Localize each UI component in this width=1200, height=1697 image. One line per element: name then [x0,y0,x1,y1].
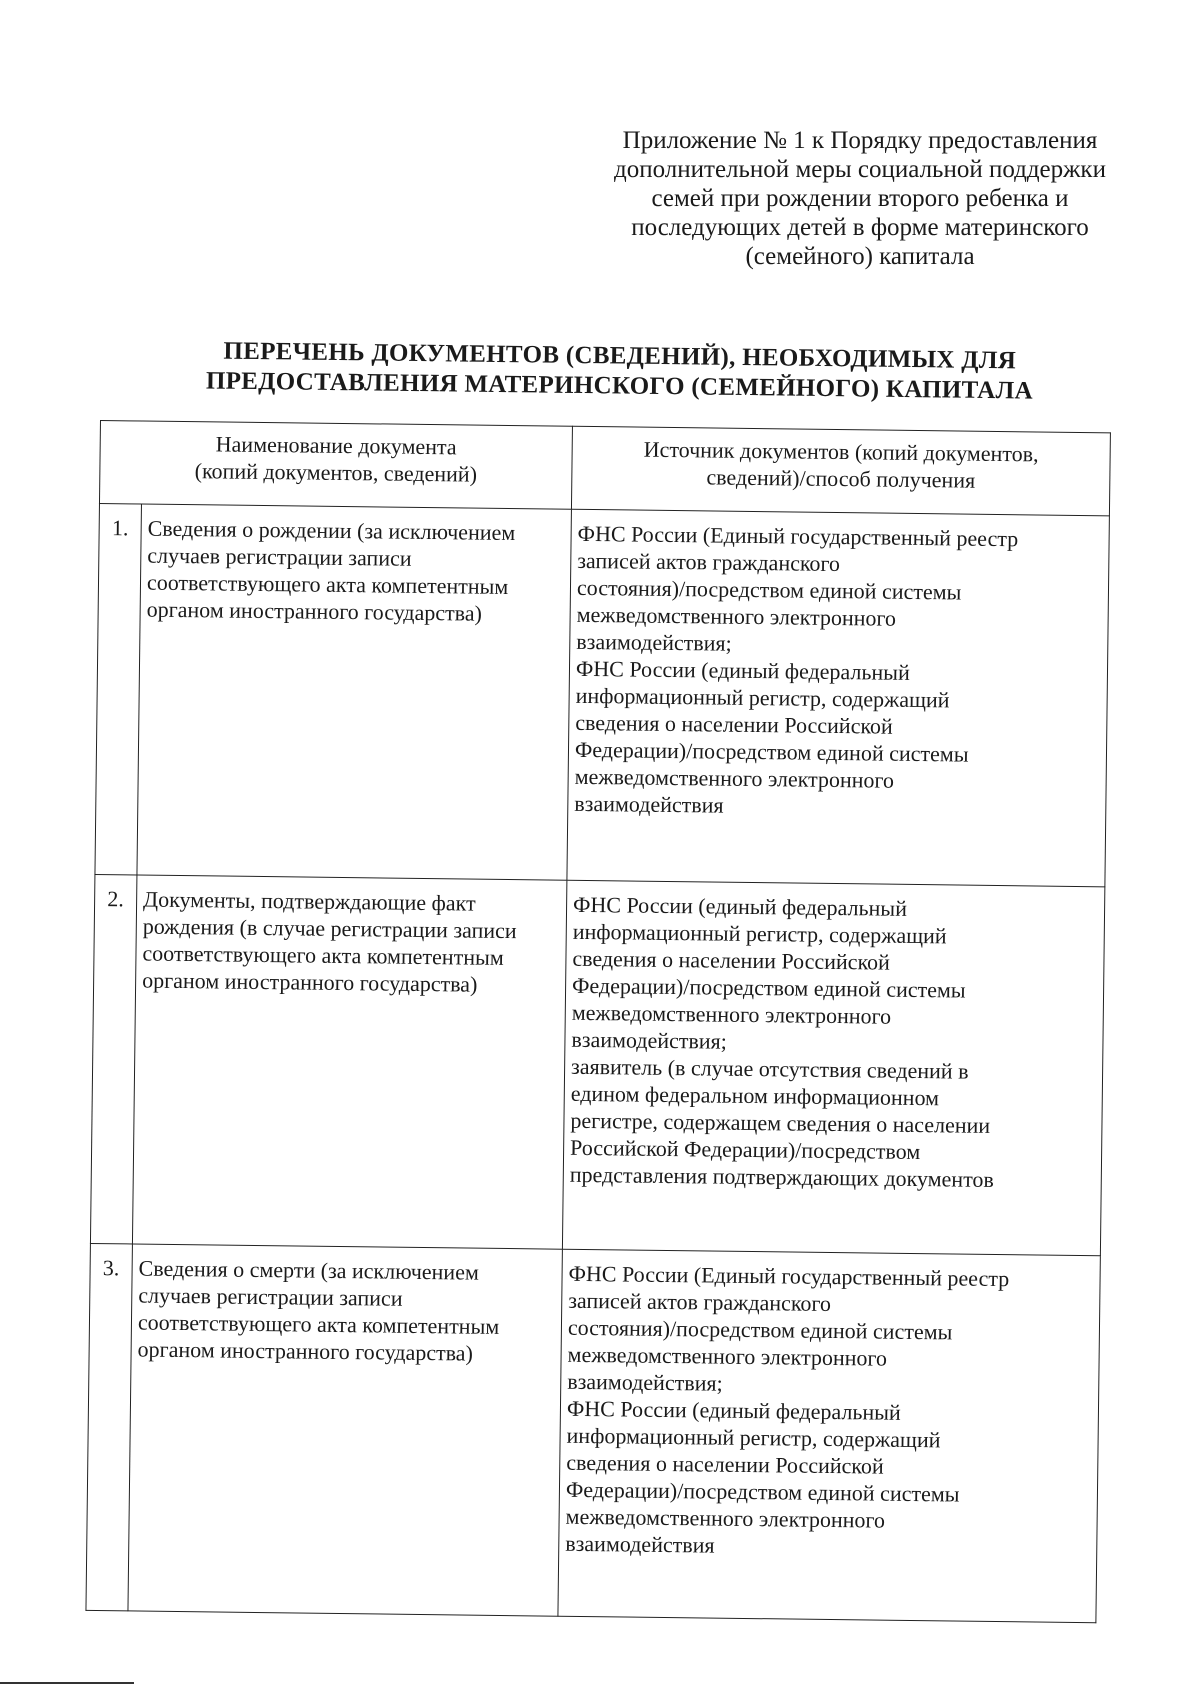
documents-table-wrap [85,420,1109,1623]
row-document-source [562,880,1104,1256]
text-line: взаимодействия; [571,1026,728,1054]
text-line: Федерации)/посредством единой системы [574,736,969,767]
text-line: ФНС России (Единый государственный реестр [568,1260,1010,1292]
text-line: рождения (в случае регистрации записи [142,913,517,944]
table-row [95,503,1109,886]
text-line: межведомственного электронного [571,999,892,1029]
row-document-name [128,1244,562,1616]
text-line: ФНС России (Единый государственный реестр [577,520,1019,552]
text-line: состояния)/посредством единой системы [576,574,962,605]
text-line: взаимодействия [574,790,724,818]
table-header-row [99,421,1110,516]
text-line: записей актов гражданского [568,1287,832,1316]
header-document-name [99,421,572,510]
appendix-line: семей при рождении второго ребенка и [651,185,1069,212]
text-line: соответствующего акта компетентным [146,569,509,599]
text-line: взаимодействия; [576,628,732,656]
appendix-note [590,126,1130,271]
table-row [86,1243,1100,1622]
text-line: информационный регистр, содержащий [566,1422,941,1453]
row-number: 1. [95,503,142,874]
text-line: взаимодействия [565,1530,715,1558]
appendix-line: дополнительной меры социальной поддержки [614,156,1106,183]
text-line: ФНС России (единый федеральный [566,1395,901,1425]
text-line: ФНС России (единый федеральный [575,655,910,685]
text-line: Сведения о смерти (за исключением [138,1255,480,1285]
text-line: записей актов гражданского [577,547,841,577]
appendix-line: (семейного) капитала [745,243,975,270]
text-line: информационный регистр, содержащий [572,918,947,949]
row-document-source [558,1249,1100,1623]
text-line: случаев регистрации записи [147,542,412,571]
text-line: сведения о населении Российской [575,709,893,739]
text-line: Российской Федерации)/посредством [569,1134,921,1165]
text-line: едином федеральном информационном [570,1080,940,1111]
text-line: Документы, подтверждающие факт [142,886,476,916]
appendix-line: Приложение № 1 к Порядку предоставления [622,127,1098,154]
row-number: 3. [86,1243,132,1610]
text-line: взаимодействия; [567,1368,723,1396]
text-line: Федерации)/посредством единой системы [565,1476,960,1507]
documents-table [85,420,1110,1623]
text-line: представления подтверждающих документов [569,1161,995,1192]
text-line: ФНС России (единый федеральный [572,891,908,921]
footnote-separator [0,1682,134,1684]
row-document-name [137,504,572,880]
text-line: соответствующего акта компетентным [142,940,504,970]
header-name-line: Наименование документа [215,431,457,460]
text-line: органом иностранного государства) [137,1336,474,1366]
row-number: 2. [90,874,137,1243]
table-row [90,874,1104,1255]
text-line: органом иностранного государства) [142,967,478,997]
text-line: межведомственного электронного [576,601,897,631]
document-title [169,336,1070,407]
header-source-line: Источник документов (копий документов, [643,436,1039,467]
text-line: сведения о населении Российской [566,1449,884,1479]
text-line: Сведения о рождении (за исключением [147,515,516,546]
title-line-1: ПЕРЕЧЕНЬ ДОКУМЕНТОВ (СВЕДЕНИЙ), НЕОБХОДИМЫХ ДЛЯ [223,337,1017,375]
text-line: регистре, содержащем сведения о населении [570,1107,991,1138]
text-line: межведомственного электронного [574,763,895,793]
row-document-source [567,509,1109,887]
text-line: сведения о населении Российской [572,945,891,975]
text-line: случаев регистрации записи [138,1282,403,1311]
text-line: Федерации)/посредством единой системы [571,972,966,1003]
text-line: заявитель (в случае отсутствия сведений в [570,1053,969,1084]
text-line: состояния)/посредством единой системы [567,1314,953,1345]
title-line-2: ПРЕДОСТАВЛЕНИЯ МАТЕРИНСКОГО (СЕМЕЙНОГО) КАПИТАЛА [205,367,1034,405]
text-line: органом иностранного государства) [146,596,483,626]
header-document-source [571,426,1110,516]
text-line: соответствующего акта компетентным [137,1309,500,1339]
row-document-name [132,875,566,1249]
text-line: межведомственного электронного [565,1503,886,1533]
text-line: информационный регистр, содержащий [575,682,950,713]
header-source-line: сведений)/способ получения [706,464,976,493]
appendix-line: последующих детей в форме материнского [631,214,1089,241]
header-name-line: (копий документов, сведений) [194,458,478,487]
text-line: межведомственного электронного [567,1341,888,1371]
